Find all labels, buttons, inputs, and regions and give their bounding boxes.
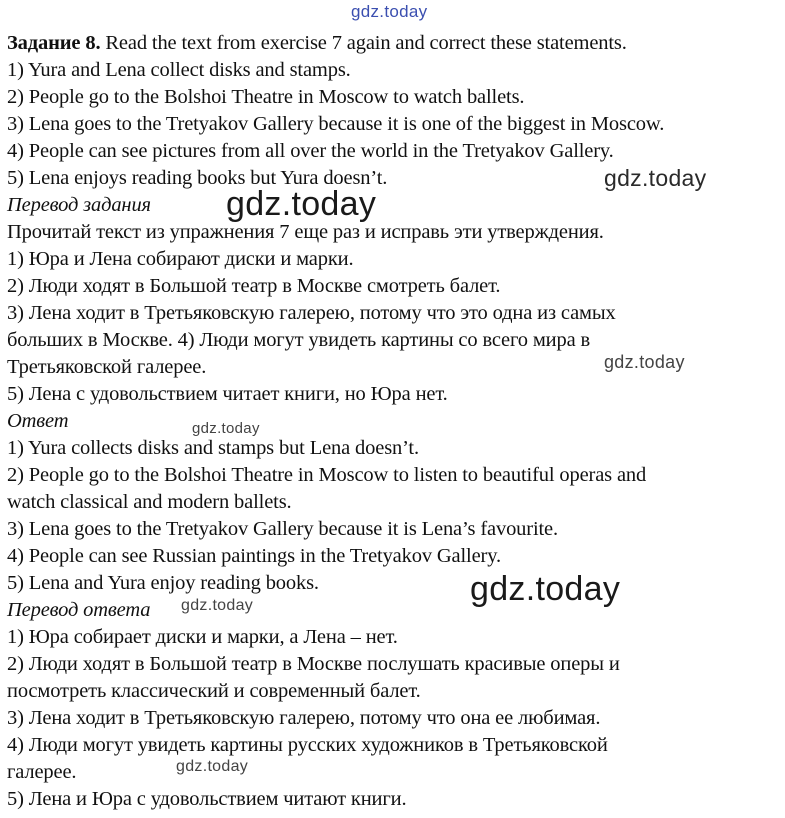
answer-line-4: 3) Lena goes to the Tretyakov Gallery because it is Lena’s favourite. <box>7 518 558 540</box>
watermark-small-2: gdz.today <box>181 597 254 614</box>
answer-line-5: 4) People can see Russian paintings in the Tretyakov Gallery. <box>7 545 501 567</box>
watermark-large-2: gdz.today <box>470 570 621 608</box>
answer-translation-heading: Перевод ответа <box>7 599 151 621</box>
task-statement-4: 4) People can see pictures from all over the world in the Tretyakov Gallery. <box>7 140 614 162</box>
task-statement-3: 3) Lena goes to the Tretyakov Gallery because it is one of the biggest in Moscow. <box>7 113 665 135</box>
task-label: Задание 8. <box>7 32 101 54</box>
answer-line-3: watch classical and modern ballets. <box>7 491 292 513</box>
answer-translation-line-4: 3) Лена ходит в Третьяковскую галерею, потому что она ее любимая. <box>7 707 601 729</box>
watermark-small-3: gdz.today <box>176 758 249 775</box>
task-statement-1: 1) Yura and Lena collect disks and stamps. <box>7 59 351 81</box>
task-translation-heading: Перевод задания <box>7 194 151 216</box>
watermark-right-2: gdz.today <box>604 352 685 372</box>
answer-translation-line-7: 5) Лена и Юра с удовольствием читают книги. <box>7 788 407 810</box>
answer-translation-line-1: 1) Юра собирает диски и марки, а Лена – нет. <box>7 626 398 648</box>
watermark-large-1: gdz.today <box>226 185 377 223</box>
answer-translation-line-5: 4) Люди могут увидеть картины русских художников в Третьяковской <box>7 734 608 756</box>
task-translation-line-6: 5) Лена с удовольствием читает книги, но Юра нет. <box>7 383 448 405</box>
answer-translation-line-2: 2) Люди ходят в Большой театр в Москве послушать красивые оперы и <box>7 653 620 675</box>
task-translation-line-2: 2) Люди ходят в Большой театр в Москве смотреть балет. <box>7 275 501 297</box>
answer-heading: Ответ <box>7 410 69 432</box>
answer-translation-line-6: галерее. <box>7 761 77 783</box>
task-instruction: Read the text from exercise 7 again and correct these statements. <box>100 32 627 54</box>
answer-line-2: 2) People go to the Bolshoi Theatre in Moscow to listen to beautiful operas and <box>7 464 647 486</box>
answer-line-1: 1) Yura collects disks and stamps but Lena doesn’t. <box>7 437 419 459</box>
answer-line-6: 5) Lena and Yura enjoy reading books. <box>7 572 319 594</box>
answer-translation-line-3: посмотреть классический и современный балет. <box>7 680 421 702</box>
watermark-right-1: gdz.today <box>604 165 707 191</box>
task-statement-2: 2) People go to the Bolshoi Theatre in Moscow to watch ballets. <box>7 86 525 108</box>
task-translation-line-5: Третьяковской галерее. <box>7 356 207 378</box>
task-translation-line-1: 1) Юра и Лена собирают диски и марки. <box>7 248 354 270</box>
task-heading-line <box>7 30 627 57</box>
watermark-small-1: gdz.today <box>192 420 260 437</box>
task-translation-instruction: Прочитай текст из упражнения 7 еще раз и исправь эти утверждения. <box>7 221 604 243</box>
watermark-top: gdz.today <box>351 2 428 21</box>
task-statement-5: 5) Lena enjoys reading books but Yura doesn’t. <box>7 167 388 189</box>
task-translation-line-3: 3) Лена ходит в Третьяковскую галерею, потому что это одна из самых <box>7 302 616 324</box>
task-translation-line-4: больших в Москве. 4) Люди могут увидеть картины со всего мира в <box>7 329 591 351</box>
